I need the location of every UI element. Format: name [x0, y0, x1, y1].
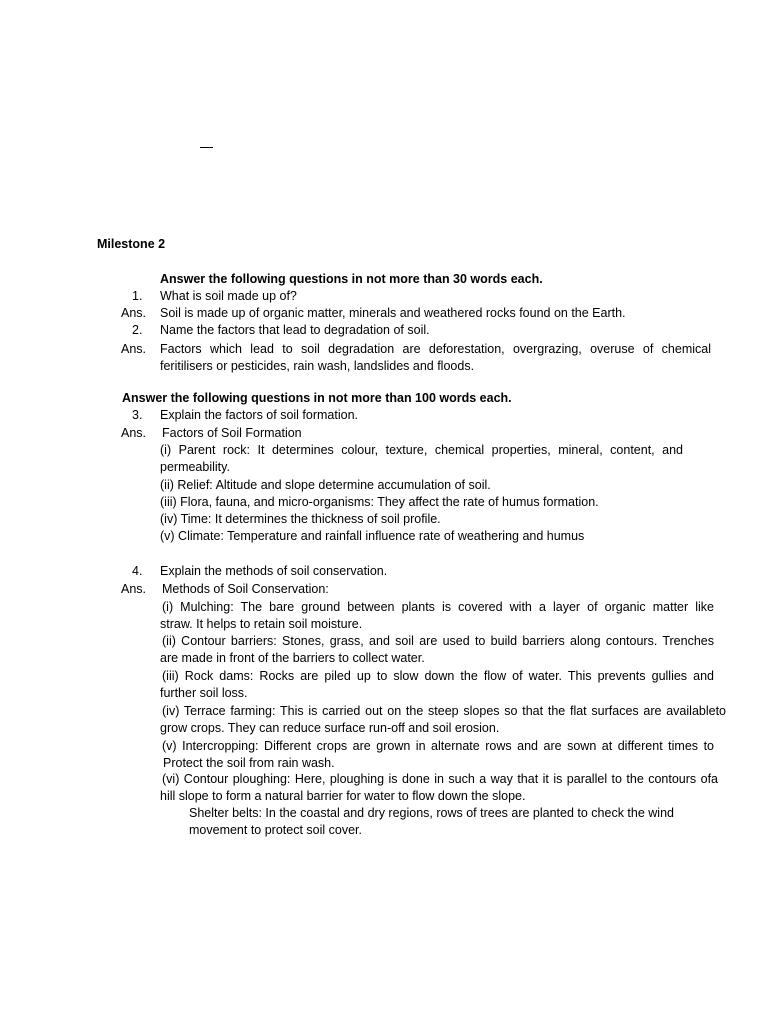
- answer-3-item: (iv) Time: It determines the thickness of soil profile.: [160, 512, 441, 526]
- section-b-instruction: Answer the following questions in not more than 100 words each.: [122, 391, 512, 405]
- answer-3-item: (v) Climate: Temperature and rainfall influence rate of weathering and humus: [160, 529, 585, 543]
- question-3: Explain the factors of soil formation.: [160, 408, 359, 422]
- answer-4-item: (vi) Contour ploughing: Here, ploughing is done in such a way that it is parallel to the contours ofa: [162, 772, 718, 786]
- answer-label: Ans.: [121, 342, 147, 356]
- answer-3-title: Factors of Soil Formation: [162, 426, 302, 440]
- answer-4-item: (ii) Contour barriers: Stones, grass, and soil are used to build barriers along contours. Trenches: [162, 634, 714, 648]
- dash-mark: [200, 147, 213, 148]
- answer-1: Soil is made up of organic matter, minerals and weathered rocks found on the Earth.: [160, 306, 626, 320]
- answer-4-item: (v) Intercropping: Different crops are grown in alternate rows and are sown at different times to: [162, 739, 714, 753]
- answer-4-item: movement to protect soil cover.: [189, 823, 362, 837]
- answer-2-line: Factors which lead to soil degradation are deforestation, overgrazing, overuse of chemical: [160, 342, 711, 356]
- answer-3-item: (iii) Flora, fauna, and micro-organisms: They affect the rate of humus formation.: [160, 495, 599, 509]
- milestone-heading: Milestone 2: [97, 237, 166, 251]
- question-4: Explain the methods of soil conservation.: [160, 564, 388, 578]
- answer-4-item: (iii) Rock dams: Rocks are piled up to slow down the flow of water. This prevents gullies and: [162, 669, 714, 683]
- question-1: What is soil made up of?: [160, 289, 297, 303]
- answer-3-item: (ii) Relief: Altitude and slope determine accumulation of soil.: [160, 478, 491, 492]
- answer-4-item: are made in front of the barriers to collect water.: [160, 651, 425, 665]
- answer-4-item: Shelter belts: In the coastal and dry regions, rows of trees are planted to check the wind: [189, 806, 674, 820]
- answer-label: Ans.: [121, 426, 147, 440]
- answer-4-item: straw. It helps to retain soil moisture.: [160, 617, 363, 631]
- question-number: 2.: [132, 323, 143, 337]
- answer-4-item: hill slope to form a natural barrier for water to flow down the slope.: [160, 789, 526, 803]
- answer-4-item: Protect the soil from rain wash.: [163, 756, 335, 770]
- answer-4-item: (i) Mulching: The bare ground between plants is covered with a layer of organic matter like: [162, 600, 714, 614]
- question-number: 4.: [132, 564, 143, 578]
- answer-3-item: permeability.: [160, 460, 230, 474]
- answer-label: Ans.: [121, 306, 147, 320]
- answer-4-item: (iv) Terrace farming: This is carried out on the steep slopes so that the flat surfaces are availableto: [162, 704, 726, 718]
- answer-3-item: (i) Parent rock: It determines colour, texture, chemical properties, mineral, content, and: [160, 443, 683, 457]
- answer-4-title: Methods of Soil Conservation:: [162, 582, 329, 596]
- question-number: 3.: [132, 408, 143, 422]
- answer-4-item: further soil loss.: [160, 686, 248, 700]
- answer-2-line: feritilisers or pesticides, rain wash, landslides and floods.: [160, 359, 475, 373]
- question-number: 1.: [132, 289, 143, 303]
- answer-4-item: grow crops. They can reduce surface run-off and soil erosion.: [160, 721, 500, 735]
- answer-label: Ans.: [121, 582, 147, 596]
- question-2: Name the factors that lead to degradation of soil.: [160, 323, 430, 337]
- section-a-instruction: Answer the following questions in not more than 30 words each.: [160, 272, 543, 286]
